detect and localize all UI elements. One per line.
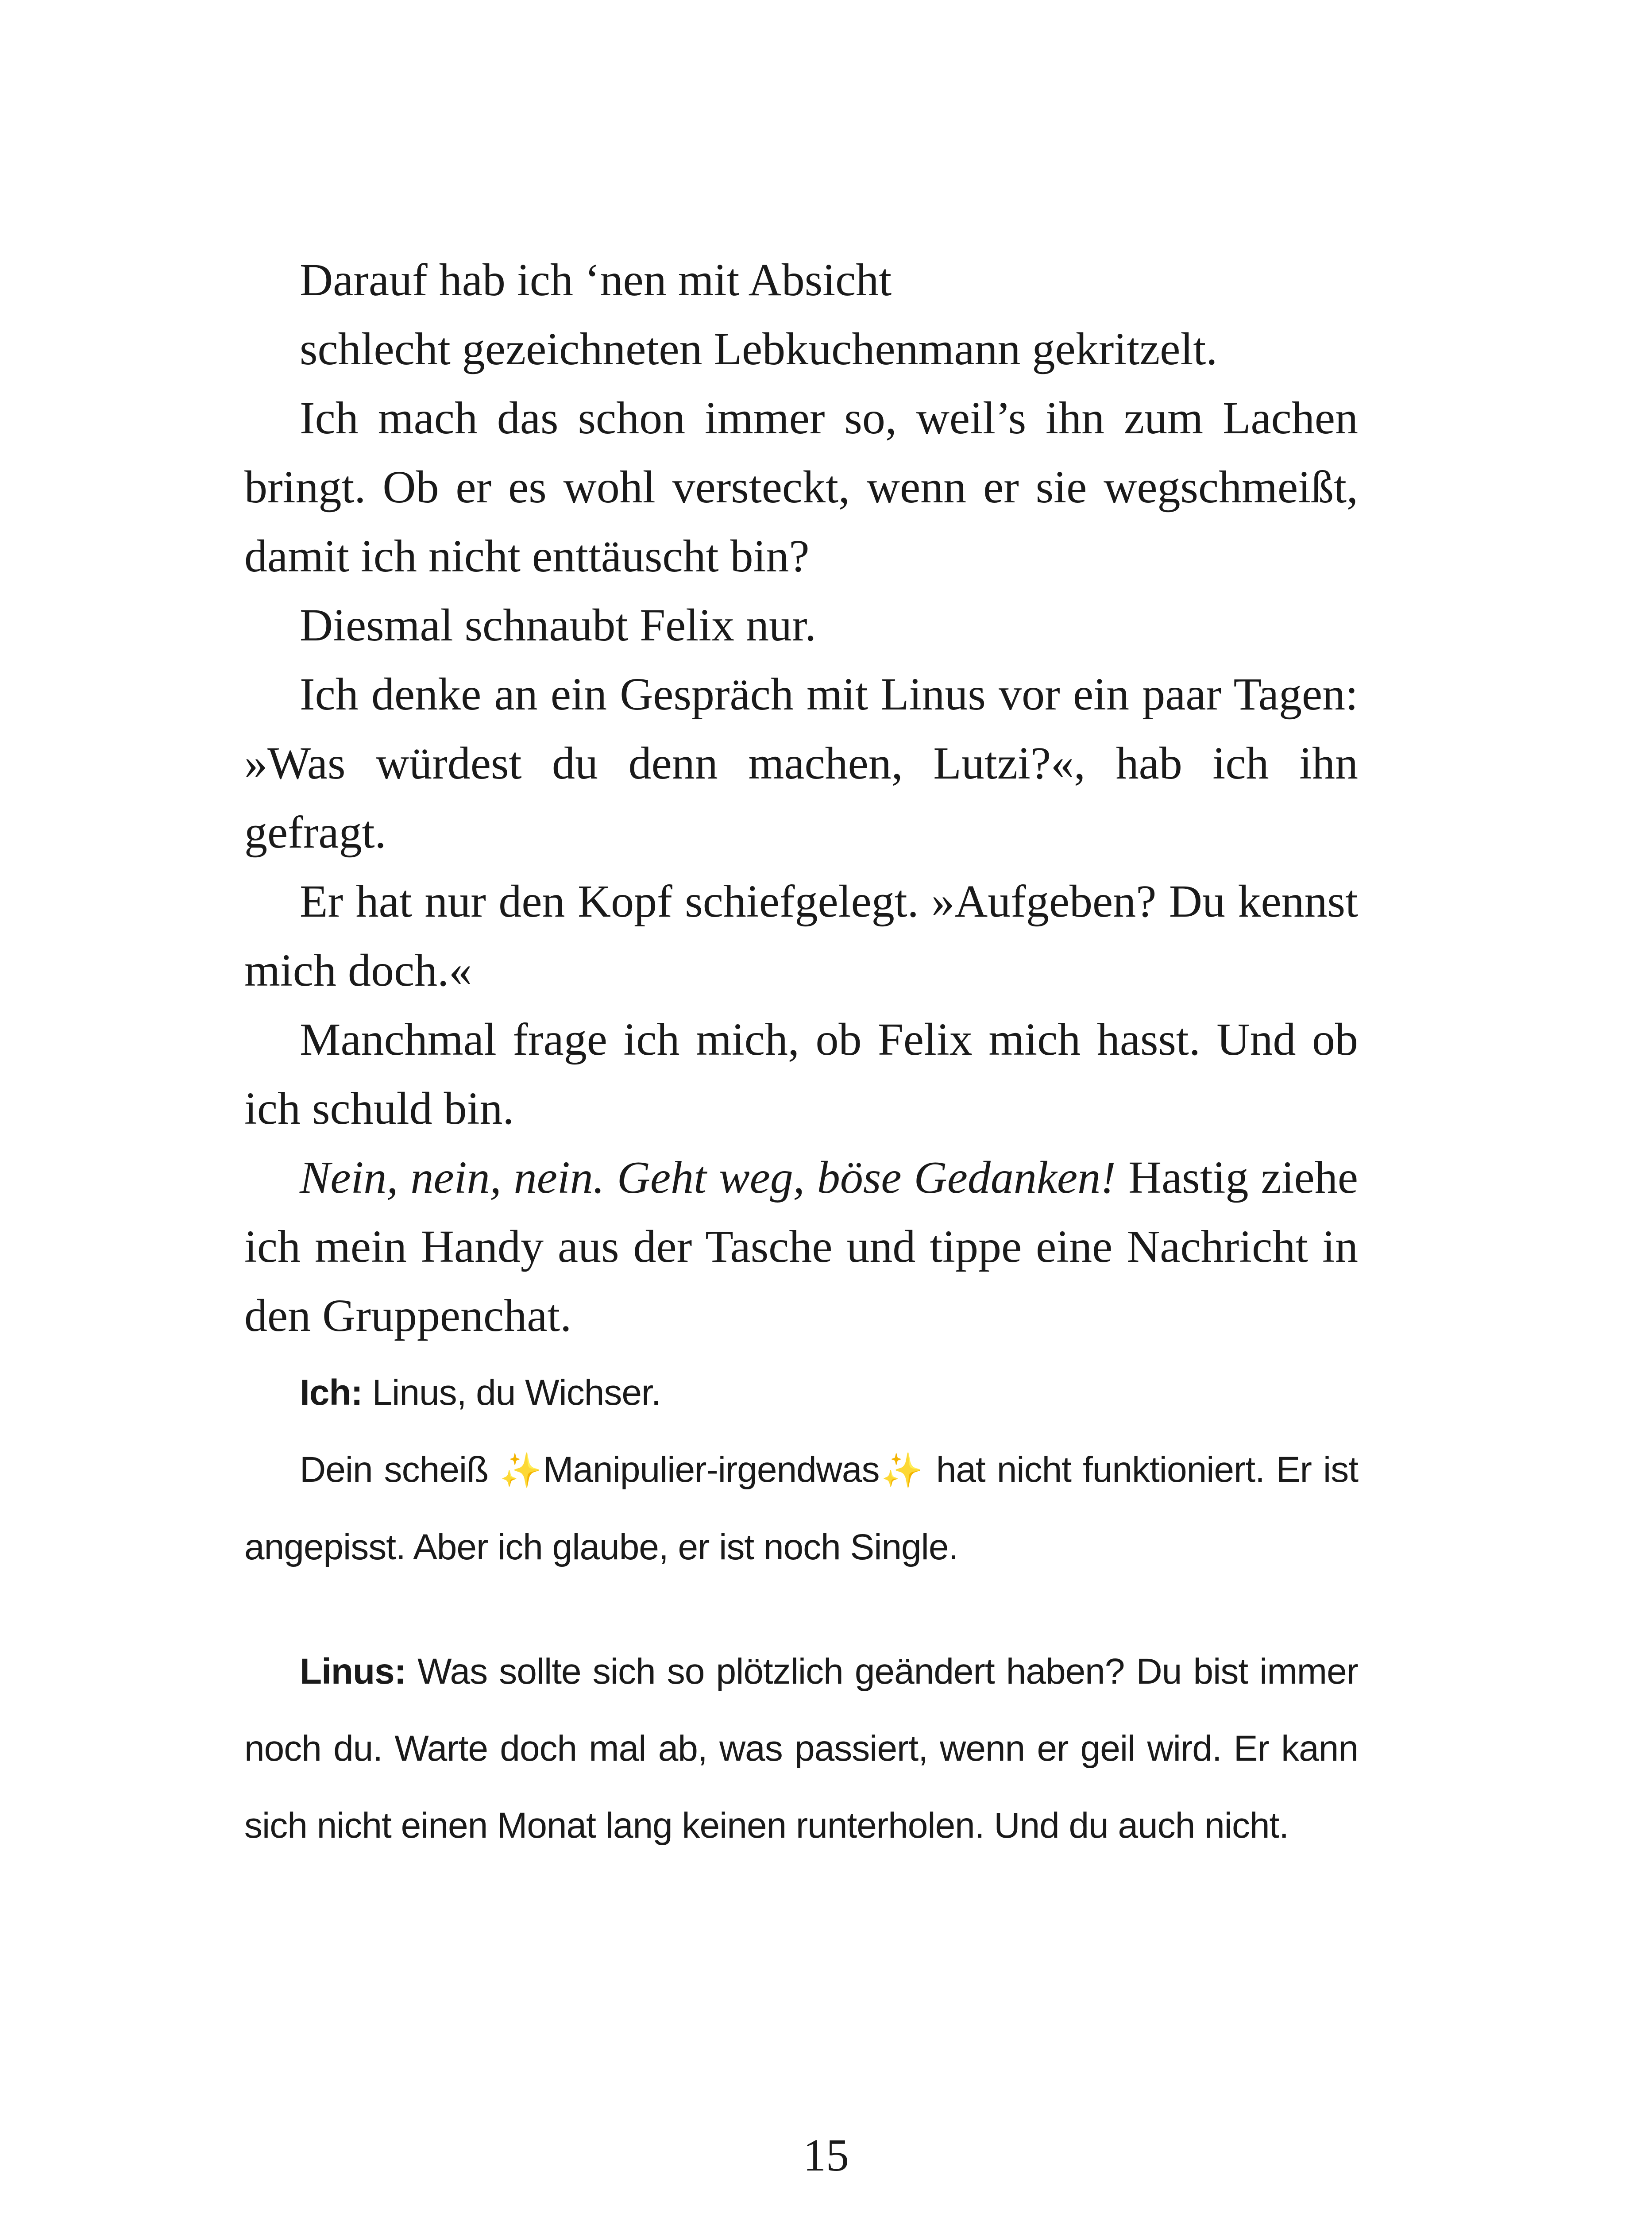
chat-message-ich-text-2a: Dein scheiß [300,1450,500,1490]
sparkles-icon: ✨ [879,1450,925,1490]
chat-message-linus-text: Was sollte sich so plötzlich geändert haben? Du bist immer noch du. Warte doch mal ab, was passiert, wenn er geil wird. Er kann sich nicht einen Monat lang keinen runterholen. Und du auch nicht. [244,1651,1358,1846]
paragraph-7: Manchmal frage ich mich, ob Felix mich hasst. Und ob ich schuld bin. [244,1014,1358,1134]
paragraph-3: Ich mach das schon immer so, weil’s ihn zum Lachen bringt. Ob er es wohl versteckt, wenn er sie wegschmeißt, damit ich nicht enttäuscht bin? [244,393,1358,582]
paragraph-8-rest: Hastig ziehe ich mein Handy aus der Tasche und tippe eine Nachricht in den Gruppenchat. [244,1152,1358,1341]
page-number: 15 [803,2130,849,2181]
chat-sender-linus: Linus: [300,1651,406,1692]
chat-message-ich [244,1354,1358,1586]
sparkles-icon: ✨ [500,1450,544,1490]
prose-text [244,246,1358,1350]
paragraph-2: schlecht gezeichneten Lebkuchenmann gekritzelt. [300,324,1218,374]
italic-thought: Nein, nein, nein. Geht weg, böse Gedanken! [300,1152,1116,1203]
paragraph-6: Er hat nur den Kopf schiefgelegt. »Aufgeben? Du kennst mich doch.« [244,876,1358,996]
chat-message-ich-text-2b: Manipulier-irgendwas [543,1450,880,1490]
chat-message-ich-text-1: Linus, du Wichser. [362,1373,661,1413]
paragraph-5: Ich denke an ein Gespräch mit Linus vor ein paar Tagen: »Was würdest du denn machen, Lutzi?«, hab ich ihn gefragt. [244,669,1358,858]
chat-message-ich-line-1 [244,1354,1358,1431]
chat-sender-ich: Ich: [300,1373,363,1413]
paragraph-1: Darauf hab ich ‘nen mit Absicht [300,254,892,305]
chat-message-linus [244,1633,1358,1864]
paragraph-4: Diesmal schnaubt Felix nur. [300,600,816,651]
chat-message-linus-line [244,1633,1358,1864]
chat-message-ich-text-2c: hat nicht funktioniert. Er ist angepisst. Aber ich glaube, er ist noch Single. [244,1450,1358,1567]
paragraph-8 [244,1143,1358,1350]
chat-message-ich-line-2 [244,1431,1358,1586]
